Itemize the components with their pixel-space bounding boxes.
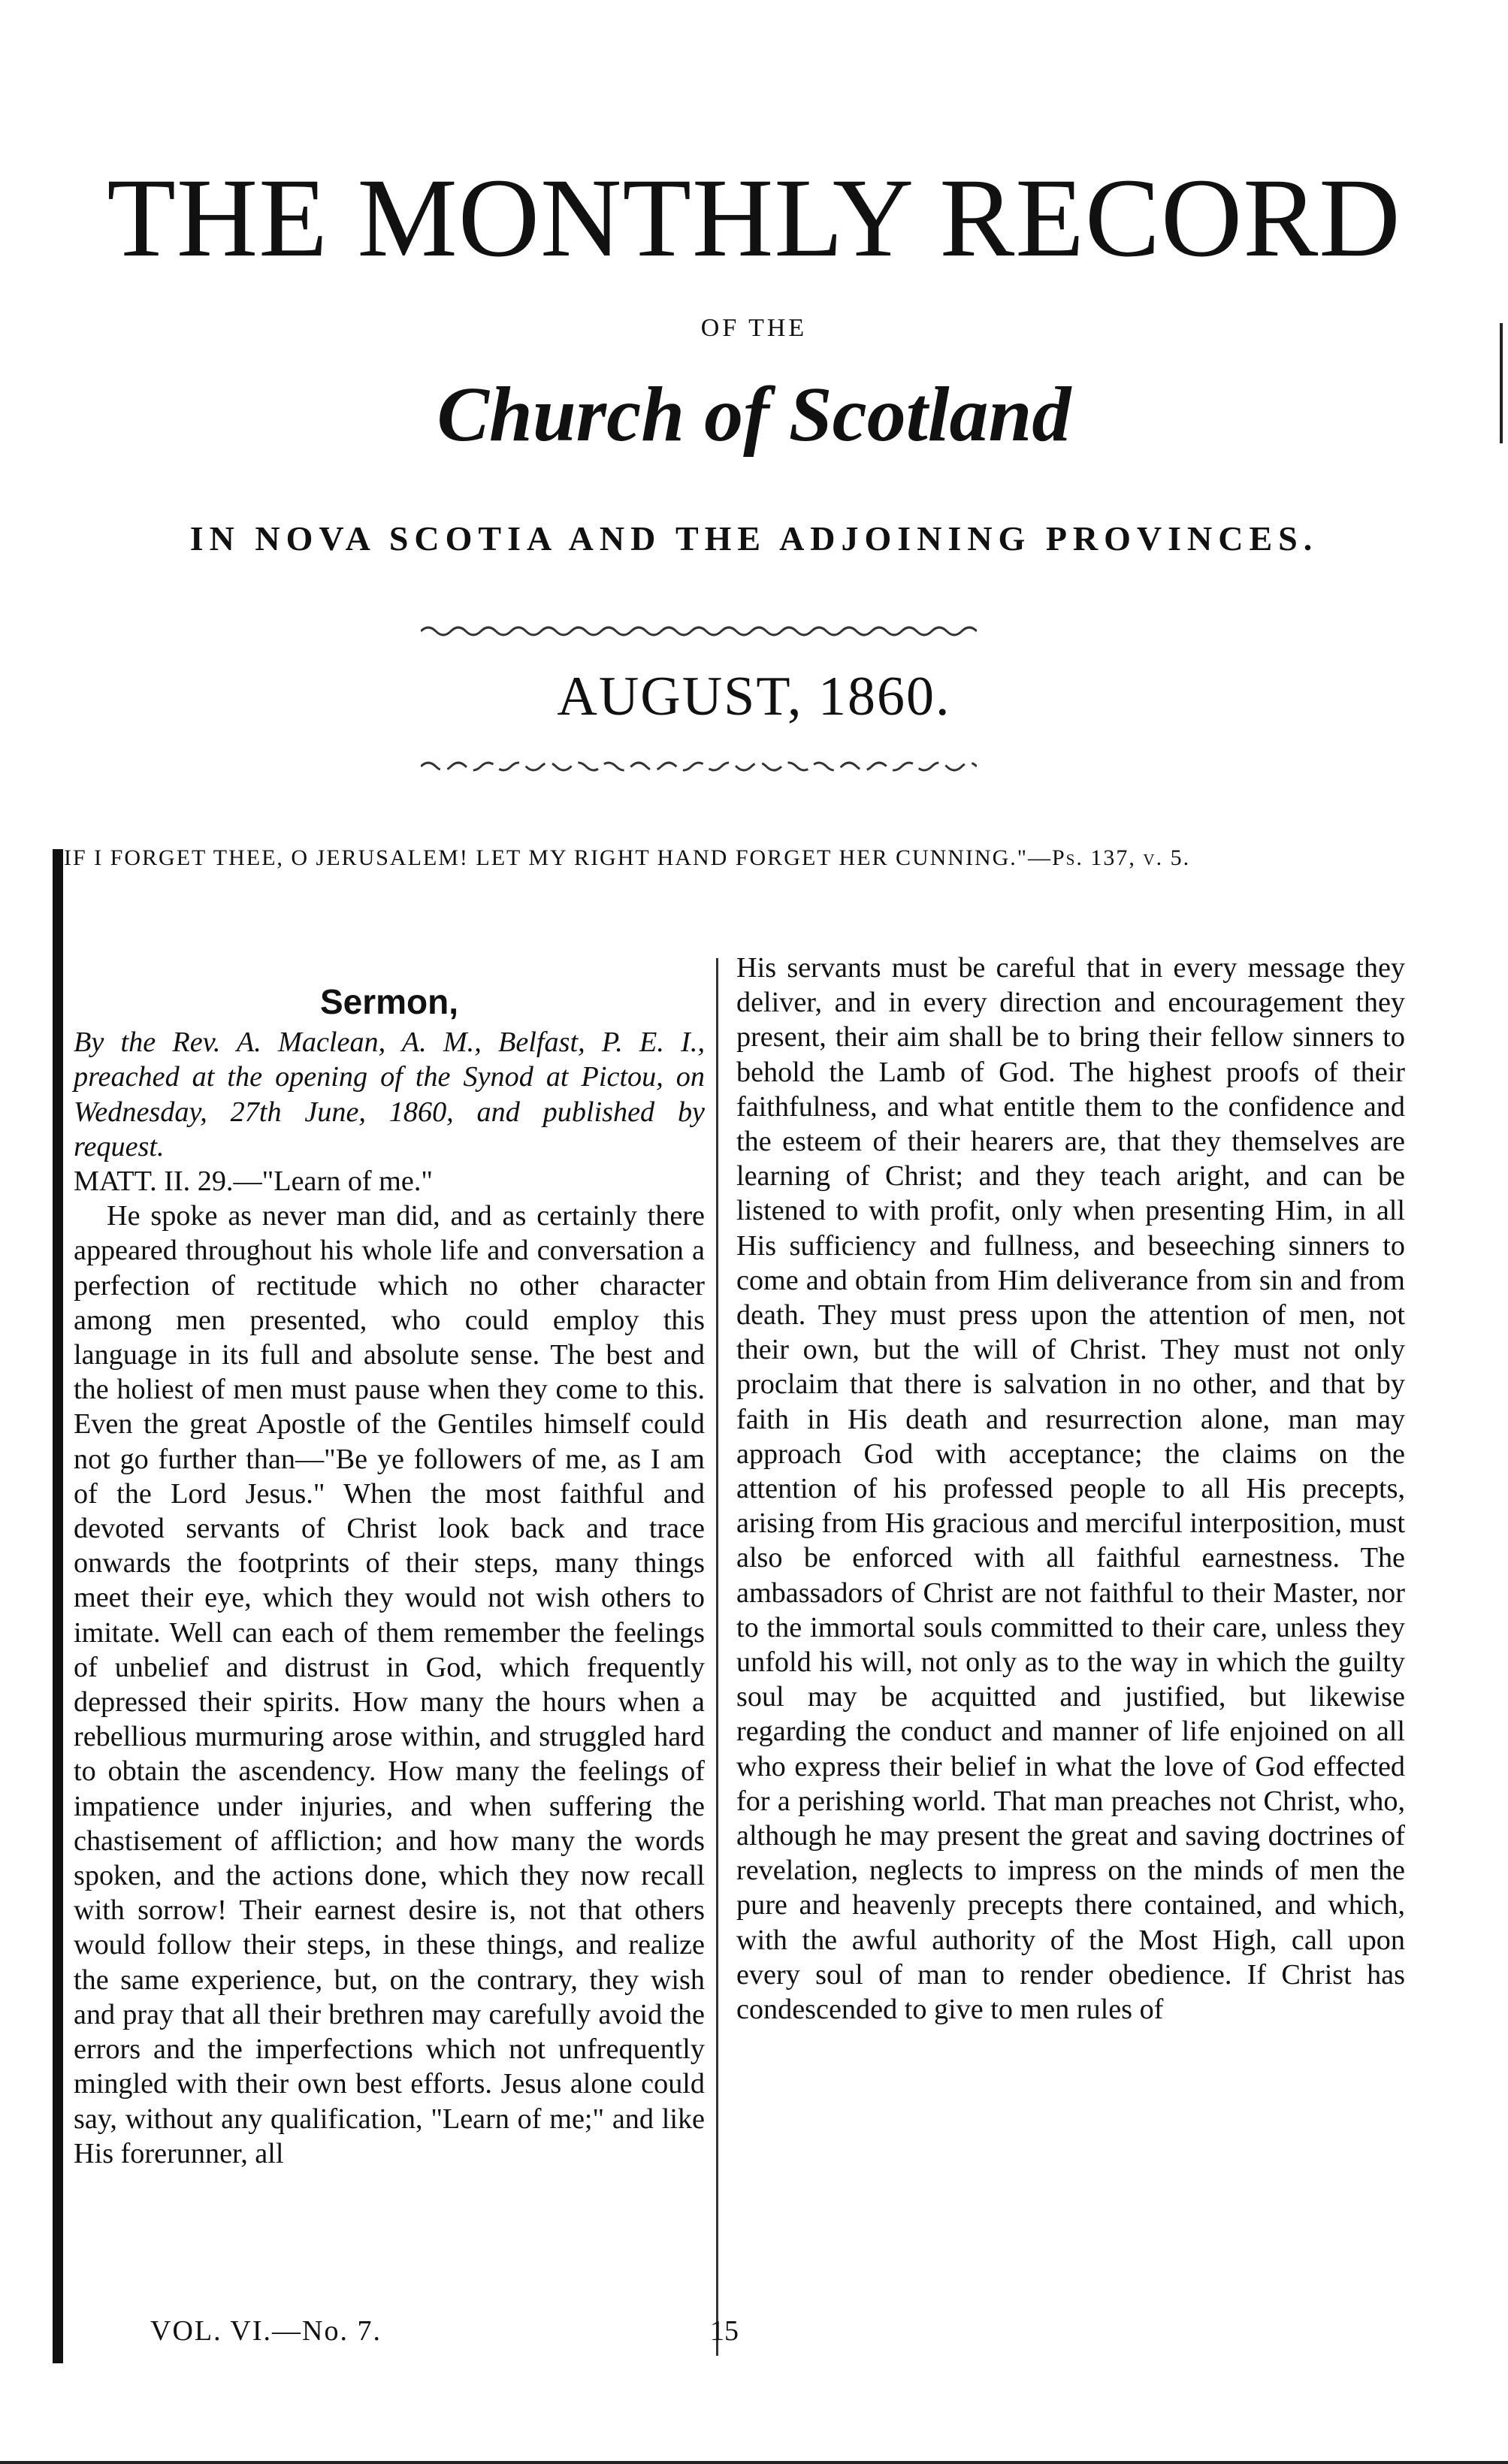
epigraph: IF I FORGET THEE, O JERUSALEM! LET MY RIGHT HAND FORGET HER CUNNING."—Ps. 137, v. 5. [64, 845, 1191, 870]
sermon-byline: By the Rev. A. Maclean, A. M., Belfast, P. E. I., preached at the opening of the Synod at Pictou, on Wednesday, 27th June, 1860, and published by request. [74, 1026, 705, 1162]
column-divider [716, 958, 718, 2356]
volume-number: VOL. VI.—No. 7. [150, 2315, 382, 2347]
right-column [736, 951, 1405, 2027]
sermon-heading: Sermon, [319, 982, 459, 1021]
left-margin-rule [53, 849, 63, 2363]
ornament-rule-top [421, 616, 977, 646]
issue-date: AUGUST, 1860. [557, 666, 951, 727]
masthead-title: THE MONTHLY RECORD [107, 156, 1401, 280]
left-column-body: He spoke as never man did, and as certainly there appeared throughout his whole life and conversation a perfection of rectitude which no other character among men presented, who could employ this language in its full and absolute sense. The best and the holiest of men must pause when they come to this. Even the great Apostle of the Gentiles himself could not go further than—"Be ye followers of me, as I am of the Lord Jesus." When the most faithful and devoted servants of Christ look back and trace onwards the footprints of their steps, many things meet their eye, which they would not wish others to imitate. Well can each of them remember the feelings of unbelief and distrust in God, which frequently depressed their spirits. How many the hours when a rebellious murmuring arose within, and struggled hard to obtain the ascendency. How many the feelings of impatience under injuries, and when suffering the chastisement of affliction; and how many the words spoken, and the actions done, which they now recall with sorrow! Their earnest desire is, not that others would follow their steps, in these things, and realize the same experience, but, on the contrary, they wish and pray that all their brethren may carefully avoid the errors and the imperfections which not unfrequently mingled with their own best efforts. Jesus alone could say, without any qualification, "Learn of me;" and like His forerunner, all [74, 1200, 705, 2169]
right-column-body: His servants must be careful that in every message they deliver, and in every direction and encouragement they present, their aim shall be to bring their fellow sinners to behold the Lamb of God. The highest proofs of their faithfulness, and what entitle them to the confidence and the esteem of their hearers are, that they themselves are learning of Christ; and they teach aright, and can be listened to with profit, only when presenting Him, in all His sufficiency and fullness, and beseeching sinners to come and obtain from Him deliverance from sin and from death. They must press upon the attention of men, not their own, but the will of Christ. They must not only proclaim that there is salvation in no other, and that by faith in His death and resurrection alone, man may approach God with acceptance; the claims on the attention of his professed people to all His precepts, arising from His gracious and merciful interposition, must also be enforced with all faithful earnestness. The ambassadors of Christ are not faithful to their Master, nor to the immortal souls committed to their care, unless they unfold his will, not only as to the way in which the guilty soul may be acquitted and justified, but likewise regarding the conduct and manner of life enjoined on all who express their belief in what the love of God effected for a perishing world. That man preaches not Christ, who, although he may present the great and saving doctrines of revelation, neglects to impress on the minds of men the pure and heavenly precepts there contained, and which, with the awful authority of the Most High, call upon every soul of man to render obedience. If Christ has condescended to give to men rules of [736, 952, 1405, 2026]
left-column [74, 984, 705, 2171]
masthead-church: Church of Scotland [437, 371, 1071, 458]
scan-bottom-edge [0, 2461, 1508, 2464]
scan-edge-mark [1500, 323, 1503, 443]
scripture-reference: MATT. II. 29.—"Learn of me." [74, 1165, 433, 1198]
page-number: 15 [710, 2315, 739, 2347]
ornament-rule-bottom [421, 751, 977, 782]
masthead-provinces: IN NOVA SCOTIA AND THE ADJOINING PROVINCES. [189, 519, 1319, 558]
masthead-of-the: OF THE [700, 314, 808, 342]
